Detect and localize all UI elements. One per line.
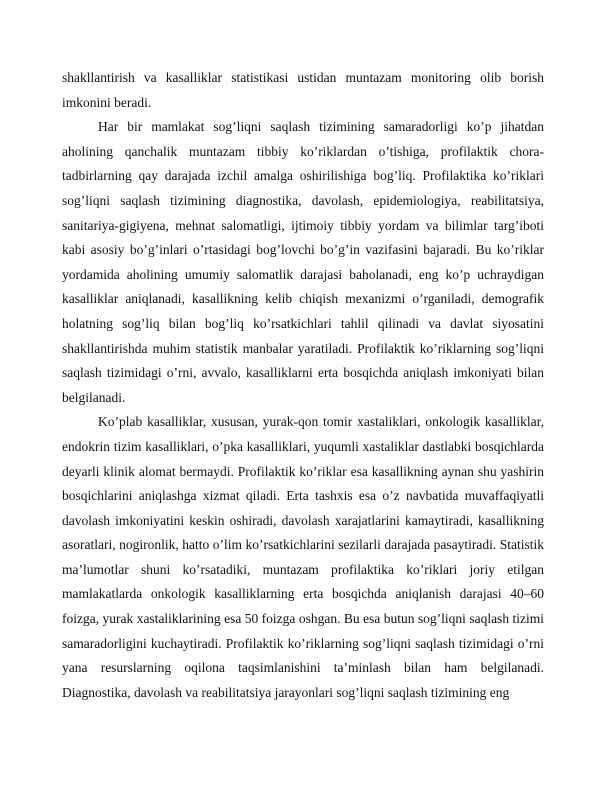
paragraph-1: shakllantirish va kasalliklar statistikasi ustidan muntazam monitoring olib borish imkonini beradi. — [62, 70, 544, 110]
paragraph-3: Ko’plab kasalliklar, xususan, yurak-qon tomir xastaliklari, onkologik kasalliklar, endokrin tizim kasalliklari, o’pka kasalliklari, yuqumli xastaliklar dastlabki bosqichlarda deyarli klinik alomat bermaydi. Profilaktik ko’riklar esa kasallikning aynan shu yashirin bosqichlarini aniqlashga xizmat qiladi. Erta tashxis esa o’z navbatida muvaffaqiyatli davolash imkoniyatini keskin oshiradi, davolash xarajatlarini kamaytiradi, kasallikning asoratlari, nogironlik, hatto o’lim ko’rsatkichlarini sezilarli darajada pasaytiradi. Statistik ma’lumotlar shuni ko’rsatadiki, muntazam profilaktika ko’riklari joriy etilgan mamlakatlarda onkologik kasalliklarning erta bosqichda aniqlanish darajasi 40–60 foizga, yurak xastaliklarining esa 50 foizga oshgan. Bu esa butun sog’liqni saqlash tizimi samaradorligini kuchaytiradi. Profilaktik ko’riklarning sog’liqni saqlash tizimidagi o’rni yana resurslarning oqilona taqsimlanishini ta’minlash bilan ham belgilanadi. Diagnostika, davolash va reabilitatsiya jarayonlari sog’liqni saqlash tizimining eng — [62, 414, 544, 700]
body-text — [62, 66, 544, 705]
paragraph-2: Har bir mamlakat sog’liqni saqlash tizimining samaradorligi ko’p jihatdan aholining qanchalik muntazam tibbiy ko’riklardan o’tishiga, profilaktik chora-tadbirlarning qay darajada izchil amalga oshirilishiga bog’liq. Profilaktika ko’riklari sog’liqni saqlash tizimining diagnostika, davolash, epidemiologiya, reabilitatsiya, sanitariya-gigiyena, mehnat salomatligi, ijtimoiy tibbiy yordam va bilimlar targ’iboti kabi asosiy bo’g’inlari o’rtasidagi bog’lovchi bo’g’in vazifasini bajaradi. Bu ko’riklar yordamida aholining umumiy salomatlik darajasi baholanadi, eng ko’p uchraydigan kasalliklar aniqlanadi, kasallikning kelib chiqish mexanizmi o’rganiladi, demografik holatning sog’liq bilan bog’liq ko’rsatkichlari tahlil qilinadi va davlat siyosatini shakllantirishda muhim statistik manbalar yaratiladi. Profilaktik ko’riklarning sog’liqni saqlash tizimidagi o’rni, avvalo, kasalliklarni erta bosqichda aniqlash imkoniyati bilan belgilanadi. — [62, 119, 544, 405]
